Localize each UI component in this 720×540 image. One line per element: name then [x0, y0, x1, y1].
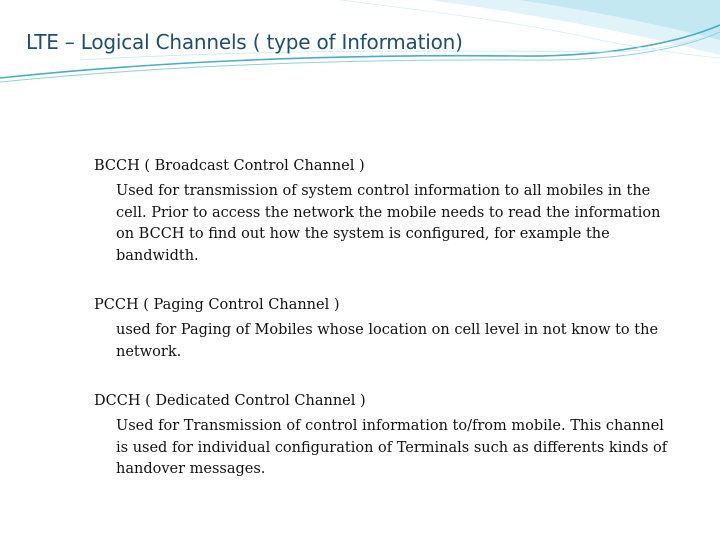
channel-detail-text: used for Paging of Mobiles whose location on cell level in not know to the network.	[116, 322, 659, 360]
channel-detail	[96, 320, 672, 363]
bullet-list	[74, 155, 674, 508]
list-item	[74, 155, 674, 267]
channel-heading-text: BCCH ( Broadcast Control Channel )	[94, 158, 365, 174]
channel-detail	[96, 416, 672, 481]
list-item	[74, 390, 674, 481]
channel-heading	[74, 390, 674, 412]
channel-heading-text: DCCH ( Dedicated Control Channel )	[94, 393, 366, 409]
channel-detail-text: Used for transmission of system control information to all mobiles in the cell. Prior to access the network the mobile needs to read the information on BCCH to find out how the system is configured, for example the bandwidth.	[116, 183, 661, 264]
list-item	[74, 294, 674, 363]
channel-heading-text: PCCH ( Paging Control Channel )	[94, 297, 340, 313]
channel-heading	[74, 155, 674, 177]
channel-detail	[96, 181, 672, 267]
channel-detail-text: Used for Transmission of control information to/from mobile. This channel is used for individual configuration of Terminals such as differents kinds of handover messages.	[116, 418, 668, 477]
channel-heading	[74, 294, 674, 316]
slide-title: LTE – Logical Channels ( type of Information)	[26, 30, 463, 54]
